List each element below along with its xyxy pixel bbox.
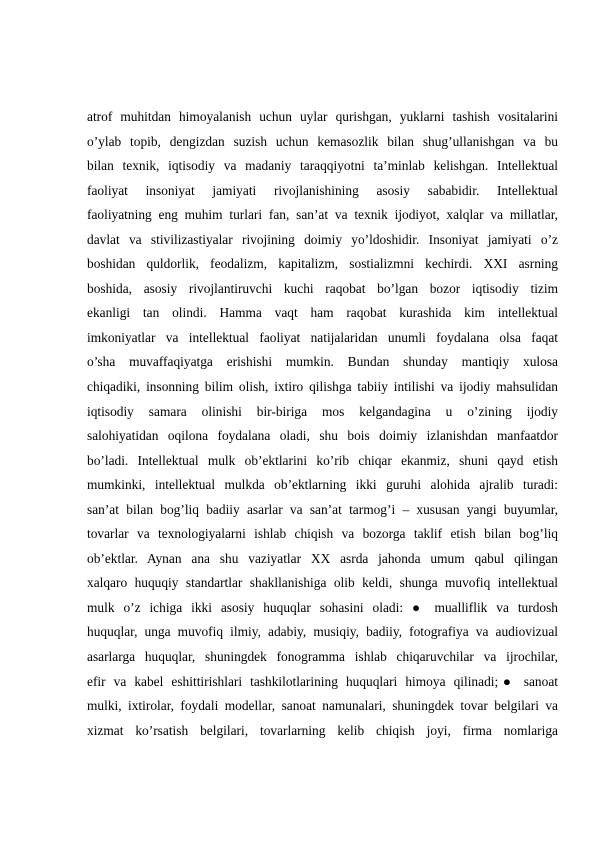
text-line: efir va kabel eshittirishlari tashkilotlarining huquqlari himoya qilinadi;● sanoat [87,673,558,689]
text-line: faoliyatning eng muhim turlari fan, san’at va texnik ijodiyot, xalqlar va millatlar, [87,207,558,223]
text-line: asarlarga huquqlar, shuningdek fonogramma ishlab chiqaruvchilar va ijrochilar, [87,649,558,665]
text-line: ekanligi tan olindi. Hamma vaqt ham raqobat kurashida kim intellektual [87,305,558,321]
text-line: o’ylab topib, dengizdan suzish uchun kemasozlik bilan shug’ullanishgan va bu [87,133,558,149]
text-line: mulk o’z ichiga ikki asosiy huquqlar sohasini oladi: ● mualliflik va turdosh [87,599,558,615]
text-line: faoliyat insoniyat jamiyati rivojlanishining asosiy sababidir. Intellektual [87,182,558,198]
text-line: xalqaro huquqiy standartlar shakllanishiga olib keldi, shunga muvofiq intellektual [87,575,558,591]
text-line: ob’ektlar. Aynan ana shu vaziyatlar XX asrda jahonda umum qabul qilingan [87,550,558,566]
text-line: o’sha muvaffaqiyatga erishishi mumkin. Bundan shunday mantiqiy xulosa [87,354,558,370]
text-line: boshidan quldorlik, feodalizm, kapitalizm, sostializmni kechirdi. XXI asrning [87,256,558,272]
text-line: mumkinki, intellektual mulkda ob’ektlarning ikki guruhi alohida ajralib turadi: [87,477,558,493]
text-line: davlat va stivilizastiyalar rivojining doimiy yo’ldoshidir. Insoniyat jamiyati o’z [87,231,558,247]
text-line: bo’ladi. Intellektual mulk ob’ektlarini ko’rib chiqar ekanmiz, shuni qayd etish [87,452,558,468]
text-line: imkoniyatlar va intellektual faoliyat natijalaridan unumli foydalana olsa faqat [87,329,558,345]
text-line: bilan texnik, iqtisodiy va madaniy taraqqiyotni ta’minlab kelishgan. Intellektual [87,158,558,174]
text-line: chiqadiki, insonning bilim olish, ixtiro qilishga tabiiy intilishi va ijodiy mahsulidan [87,379,558,395]
text-line: san’at bilan bog’liq badiiy asarlar va san’at tarmog’i – xususan yangi buyumlar, [87,501,558,517]
text-line: tovarlar va texnologiyalarni ishlab chiqish va bozorga taklif etish bilan bog’liq [87,526,558,542]
text-line: atrof muhitdan himoyalanish uchun uylar qurishgan, yuklarni tashish vositalarini [87,109,558,124]
text-line: iqtisodiy samara olinishi bir-biriga mos kelgandagina u o’zining ijodiy [87,403,558,419]
body-paragraph [87,105,558,743]
text-line: xizmat ko’rsatish belgilari, tovarlarning kelib chiqish joyi, firma nomlariga [87,722,558,738]
text-line: huquqlar, unga muvofiq ilmiy, adabiy, musiqiy, badiiy, fotografiya va audiovizual [87,624,558,640]
text-line: boshida, asosiy rivojlantiruvchi kuchi raqobat bo’lgan bozor iqtisodiy tizim [87,280,558,296]
text-line: salohiyatidan oqilona foydalana oladi, shu bois doimiy izlanishdan manfaatdor [87,428,558,444]
text-line: mulki, ixtirolar, foydali modellar, sanoat namunalari, shuningdek tovar belgilari va [87,698,558,714]
